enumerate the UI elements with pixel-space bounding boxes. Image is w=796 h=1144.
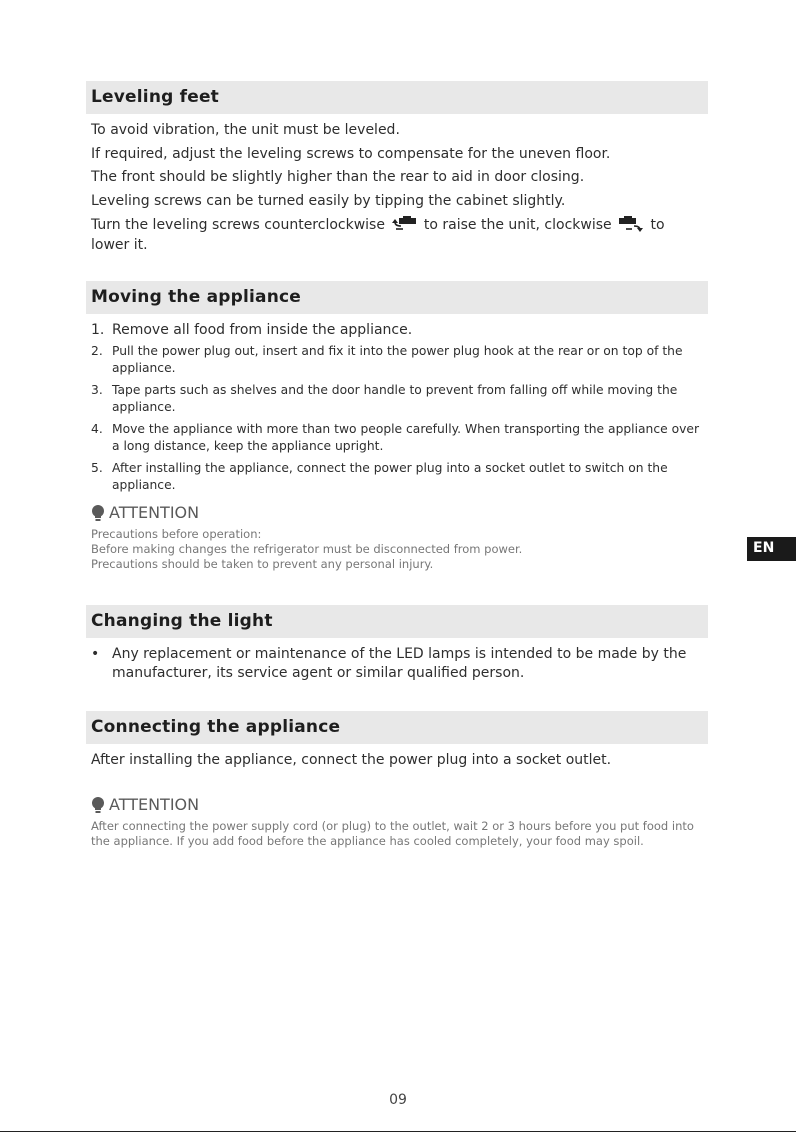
attention-heading-connecting xyxy=(89,795,199,814)
leveling-line-3: The front should be slightly higher than the rear to aid in door closing. xyxy=(91,169,585,185)
leveling-line-4: Leveling screws can be turned easily by tipping the cabinet slightly. xyxy=(91,193,566,209)
lightbulb-icon xyxy=(89,796,107,814)
bottom-divider xyxy=(0,1131,796,1132)
language-tab: EN xyxy=(747,537,796,561)
leveling-turn-text-b: to raise the unit, clockwise xyxy=(423,217,612,233)
leveling-turn-text-a: Turn the leveling screws counterclockwise xyxy=(91,217,385,233)
list-item: 1. Remove all food from inside the appliance. xyxy=(91,322,413,338)
leveling-turn-text-c: to xyxy=(650,217,665,233)
attention-line: Precautions before operation: xyxy=(91,527,262,541)
attention-line: Before making changes the refrigerator must be disconnected from power. xyxy=(91,542,523,556)
counterclockwise-rotation-icon xyxy=(391,216,417,232)
attention-label: ATTENTION xyxy=(109,503,200,522)
attention-text-connecting: After connecting the power supply cord (or plug) to the outlet, wait 2 or 3 hours before you put food into the appliance. If you add food before the appliance has cooled completely, your food may spoil. xyxy=(91,819,694,848)
lightbulb-icon xyxy=(89,504,107,522)
page-number: 09 xyxy=(389,1092,407,1108)
clockwise-rotation-icon xyxy=(618,216,644,232)
attention-line: Precautions should be taken to prevent any personal injury. xyxy=(91,557,434,571)
leveling-line-1: To avoid vibration, the unit must be leveled. xyxy=(91,122,400,138)
moving-steps-list xyxy=(91,321,706,494)
list-item: 3. Tape parts such as shelves and the door handle to prevent from falling off while moving the appliance. xyxy=(91,383,678,414)
list-item: • Any replacement or maintenance of the LED lamps is intended to be made by the manufacturer, its service agent or similar qualified person. xyxy=(91,646,687,681)
section-heading-leveling-feet: Leveling feet xyxy=(86,81,708,114)
light-bullet-list xyxy=(91,645,706,683)
list-item: 4. Move the appliance with more than two people carefully. When transporting the appliance over a long distance, keep the appliance upright. xyxy=(91,422,699,453)
section-heading-connecting-appliance: Connecting the appliance xyxy=(86,711,708,744)
list-item: 2. Pull the power plug out, insert and fix it into the power plug hook at the rear or on top of the appliance. xyxy=(91,344,683,375)
section-heading-moving-appliance: Moving the appliance xyxy=(86,281,708,314)
attention-label: ATTENTION xyxy=(109,795,200,814)
leveling-line-2: If required, adjust the leveling screws to compensate for the uneven floor. xyxy=(91,146,611,162)
attention-text-moving xyxy=(91,527,707,572)
section-heading-changing-light: Changing the light xyxy=(86,605,708,638)
list-item: 5. After installing the appliance, connect the power plug into a socket outlet to switch on the appliance. xyxy=(91,461,668,492)
leveling-turn-line xyxy=(91,216,665,234)
leveling-turn-line-2: lower it. xyxy=(91,237,148,253)
connecting-text: After installing the appliance, connect the power plug into a socket outlet. xyxy=(91,752,612,768)
attention-heading-moving xyxy=(89,503,199,522)
